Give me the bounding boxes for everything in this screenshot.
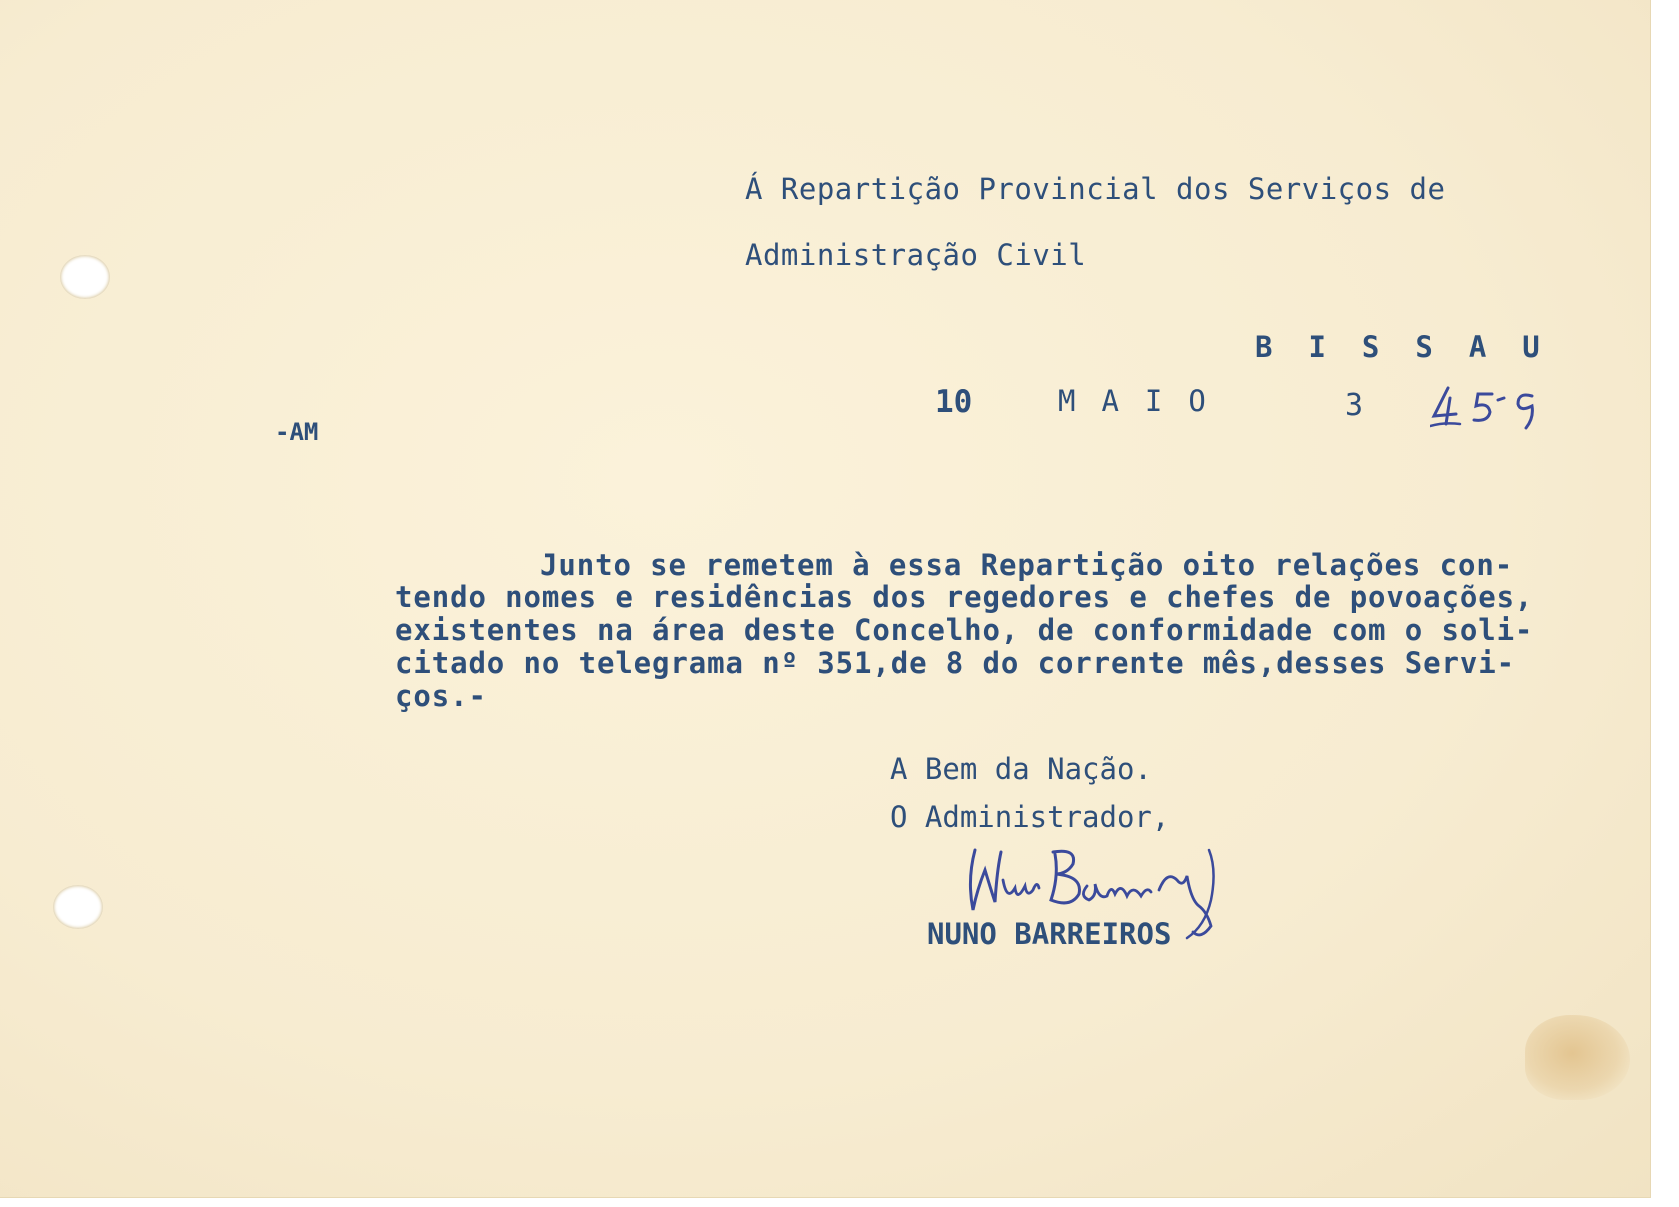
signer-role: O Administrador, [890, 800, 1170, 834]
body-line-1: Junto se remetem à essa Repartição oito relações con- [540, 548, 1514, 582]
date-month: MAIO [1058, 384, 1232, 418]
addressee-line-2: Administração Civil [745, 238, 1087, 272]
addressee-line-1: Á Repartição Provincial dos Serviços de [745, 172, 1446, 206]
reference-code: -AM [275, 418, 319, 446]
body-line-2: tendo nomes e residências dos regedores e chefes de povoações, [395, 580, 1534, 614]
date-day: 10 [935, 384, 973, 420]
city-name: BISSAU [1255, 330, 1576, 364]
body-line-4: citado no telegrama nº 351,de 8 do corrente mês,desses Servi- [395, 646, 1515, 680]
date-stamp-day: 3 [1345, 388, 1364, 423]
signer-name: NUNO BARREIROS [927, 917, 1172, 951]
paper-stain [1525, 1015, 1630, 1100]
punch-hole-bottom [53, 885, 103, 929]
handwritten-year [1430, 380, 1560, 430]
closing-salutation: A Bem da Nação. [890, 752, 1152, 786]
body-line-5: ços.- [395, 679, 487, 713]
body-line-3: existentes na área deste Concelho, de conformidade com o soli- [395, 613, 1534, 647]
punch-hole-top [60, 255, 110, 299]
